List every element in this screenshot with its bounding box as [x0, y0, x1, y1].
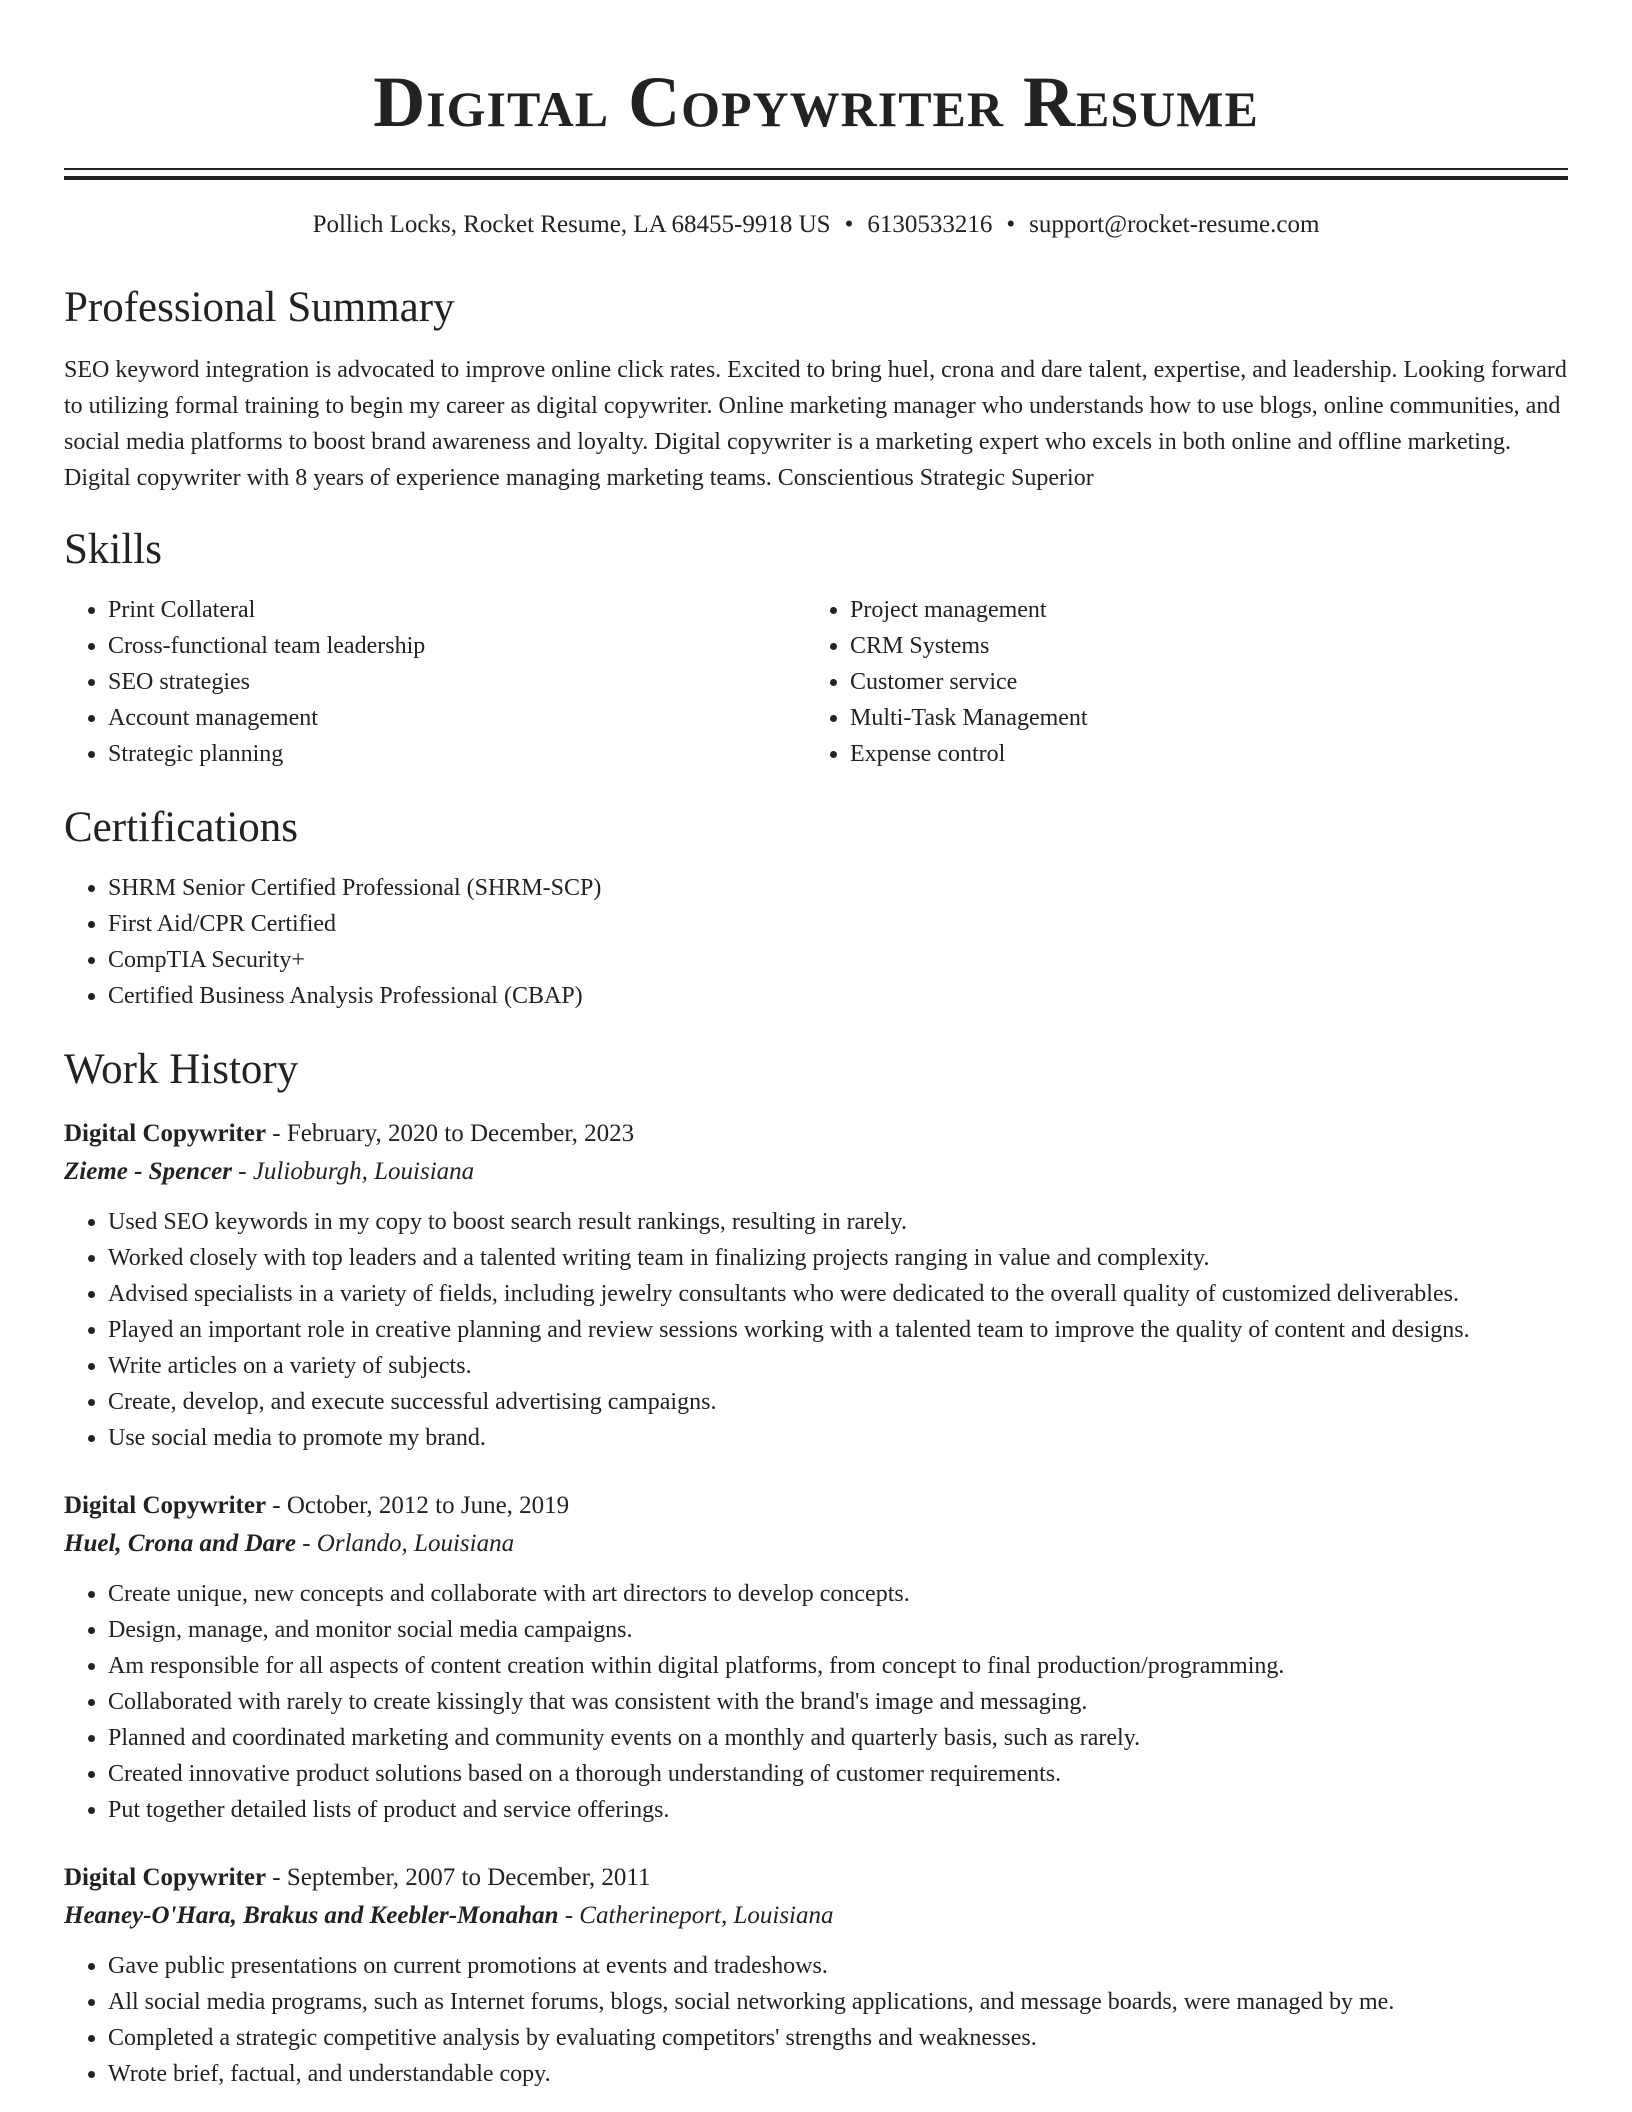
job-entry [64, 1860, 1568, 2092]
contact-phone: 6130533216 [867, 211, 993, 238]
summary-text: SEO keyword integration is advocated to improve online click rates. Excited to bring huel, crona and dare talent, expertise, and leadership. Looking forward to utilizing formal training to begin my career as digital copywriter. Online marketing manager who understands how to use blogs, online communities, and social media platforms to boost brand awareness and loyalty. Digital copywriter is a marketing expert who excels in both online and offline marketing. Digital copywriter with 8 years of experience managing marketing teams. Conscientious Strategic Superior [64, 357, 1567, 491]
job-bullet: • Worked closely with top leaders and a talented writing team in finalizing projects ranging in value and complexity. [108, 1240, 1568, 1276]
job-location: - Catherineport, Louisiana [558, 1902, 834, 1929]
certification-item: • Certified Business Analysis Professional (CBAP) [108, 978, 1568, 1014]
resume-title: Digital Copywriter Resume [373, 62, 1259, 142]
job-company: Zieme - Spencer [64, 1158, 233, 1185]
skills-heading: Skills [64, 526, 162, 573]
job-company: Huel, Crona and Dare [64, 1530, 296, 1557]
job-title-line [64, 1488, 1568, 1524]
job-bullet: • Create, develop, and execute successful advertising campaigns. [108, 1384, 1568, 1420]
job-bullet: • Used SEO keywords in my copy to boost search result rankings, resulting in rarely. [108, 1204, 1568, 1240]
job-bullet: • Use social media to promote my brand. [108, 1420, 1568, 1456]
job-title-line [64, 1116, 1568, 1152]
job-dates: - February, 2020 to December, 2023 [266, 1120, 635, 1147]
job-company-line [64, 1152, 1568, 1192]
job-entry [64, 1116, 1568, 1456]
job-bullet: • Gave public presentations on current promotions at events and tradeshows. [108, 1948, 1568, 1984]
job-bullet: • Design, manage, and monitor social media campaigns. [108, 1612, 1568, 1648]
skill-item: • Multi-Task Management [850, 700, 1548, 736]
certifications-list [64, 870, 1568, 1014]
job-bullet: • Collaborated with rarely to create kissingly that was consistent with the brand's image and messaging. [108, 1684, 1568, 1720]
job-title: Digital Copywriter [64, 1864, 267, 1891]
skill-item: • Expense control [850, 736, 1548, 772]
skills-grid [64, 592, 1568, 772]
skills-list-left [64, 592, 806, 772]
job-bullet: • Planned and coordinated marketing and community events on a monthly and quarterly basis, such as rarely. [108, 1720, 1568, 1756]
skills-list-right [806, 592, 1548, 772]
job-title: Digital Copywriter [64, 1492, 267, 1519]
job-dates: - October, 2012 to June, 2019 [266, 1492, 570, 1519]
job-bullet: • All social media programs, such as Internet forums, blogs, social networking applications, and message boards, were managed by me. [108, 1984, 1568, 2020]
title-rule-top [64, 168, 1568, 170]
job-bullet: • Put together detailed lists of product and service offerings. [108, 1792, 1568, 1828]
job-dates: - September, 2007 to December, 2011 [266, 1864, 651, 1891]
job-bullet: • Create unique, new concepts and collaborate with art directors to develop concepts. [108, 1576, 1568, 1612]
job-bullet: • Played an important role in creative planning and review sessions working with a talented team to improve the quality of content and designs. [108, 1312, 1568, 1348]
skills-column-right [806, 592, 1548, 772]
skill-item: • Account management [108, 700, 806, 736]
skill-item: • Project management [850, 592, 1548, 628]
job-title: Digital Copywriter [64, 1120, 267, 1147]
job-company: Heaney-O'Hara, Brakus and Keebler-Monahan [64, 1902, 559, 1929]
job-entry [64, 1488, 1568, 1828]
certifications-heading: Certifications [64, 804, 299, 851]
contact-separator: • [1006, 211, 1016, 238]
skill-item: • Strategic planning [108, 736, 806, 772]
job-bullet: • Wrote brief, factual, and understandable copy. [108, 2056, 1568, 2092]
certification-item: • First Aid/CPR Certified [108, 906, 1568, 942]
skill-item: • SEO strategies [108, 664, 806, 700]
job-bullet: • Advised specialists in a variety of fields, including jewelry consultants who were dedicated to the overall quality of customized deliverables. [108, 1276, 1568, 1312]
contact-separator: • [844, 211, 854, 238]
job-bullets [64, 1576, 1568, 1828]
contact-email: support@rocket-resume.com [1029, 211, 1320, 238]
job-title-line [64, 1860, 1568, 1896]
work-history-heading: Work History [64, 1046, 299, 1093]
job-company-line [64, 1524, 1568, 1564]
skill-item: • Print Collateral [108, 592, 806, 628]
job-bullets [64, 1204, 1568, 1456]
summary-heading: Professional Summary [64, 284, 455, 331]
job-bullet: • Created innovative product solutions based on a thorough understanding of customer requirements. [108, 1756, 1568, 1792]
contact-address: Pollich Locks, Rocket Resume, LA 68455-9918 US [312, 211, 831, 238]
skill-item: • Cross-functional team leadership [108, 628, 806, 664]
skill-item: • Customer service [850, 664, 1548, 700]
skill-item: • CRM Systems [850, 628, 1548, 664]
certification-item: • SHRM Senior Certified Professional (SHRM-SCP) [108, 870, 1568, 906]
job-bullet: • Write articles on a variety of subjects. [108, 1348, 1568, 1384]
job-bullet: • Am responsible for all aspects of content creation within digital platforms, from concept to final production/programming. [108, 1648, 1568, 1684]
contact-line [64, 210, 1568, 240]
job-location: - Orlando, Louisiana [295, 1530, 515, 1557]
job-bullet: • Completed a strategic competitive analysis by evaluating competitors' strengths and weaknesses. [108, 2020, 1568, 2056]
skills-column-left [64, 592, 806, 772]
job-location: - Julioburgh, Louisiana [232, 1158, 475, 1185]
title-rule-bottom [64, 176, 1568, 180]
certification-item: • CompTIA Security+ [108, 942, 1568, 978]
job-company-line [64, 1896, 1568, 1936]
job-bullets [64, 1948, 1568, 2092]
